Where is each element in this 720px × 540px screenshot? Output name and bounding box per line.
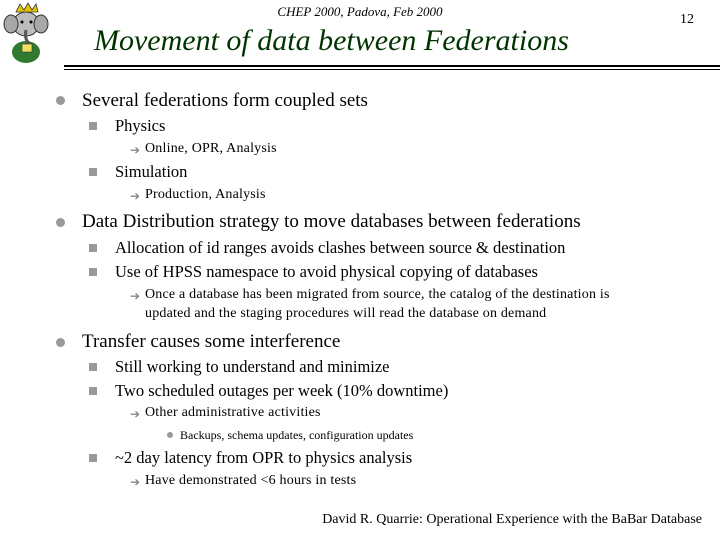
square-bullet-icon — [89, 363, 97, 371]
sub-bullet-hpss: Use of HPSS namespace to avoid physical copying of databases — [115, 262, 538, 281]
subsub-physics-detail: Online, OPR, Analysis — [145, 141, 277, 156]
title-divider — [64, 65, 720, 70]
arrow-bullet-icon: ➔ — [130, 407, 141, 421]
arrow-bullet-icon: ➔ — [130, 189, 141, 203]
conference-header: CHEP 2000, Padova, Feb 2000 — [277, 4, 443, 19]
round-bullet-icon — [56, 96, 65, 105]
page-number: 12 — [680, 12, 694, 27]
sub-bullet-id-ranges: Allocation of id ranges avoids clashes between source & destination — [115, 238, 566, 257]
round-bullet-icon — [56, 218, 65, 227]
slide-title: Movement of data between Federations — [94, 24, 569, 57]
arrow-bullet-icon: ➔ — [130, 289, 141, 303]
level4-backups: Backups, schema updates, configuration updates — [180, 428, 414, 442]
sub-bullet-simulation: Simulation — [115, 162, 188, 181]
sub-bullet-outages: Two scheduled outages per week (10% downtime) — [115, 381, 449, 400]
bullet-transfer-interference: Transfer causes some interference — [82, 331, 341, 352]
square-bullet-icon — [89, 454, 97, 462]
arrow-bullet-icon: ➔ — [130, 475, 141, 489]
subsub-simulation-detail: Production, Analysis — [145, 187, 266, 202]
square-bullet-icon — [89, 268, 97, 276]
square-bullet-icon — [89, 387, 97, 395]
square-bullet-icon — [89, 168, 97, 176]
sub-bullet-physics: Physics — [115, 116, 166, 135]
bullet-federations: Several federations form coupled sets — [82, 90, 368, 111]
small-round-bullet-icon — [167, 432, 173, 438]
round-bullet-icon — [56, 338, 65, 347]
bullet-data-distribution: Data Distribution strategy to move databases between federations — [82, 211, 581, 232]
subsub-admin-activities: Other administrative activities — [145, 405, 321, 420]
subsub-hpss-detail-line1: Once a database has been migrated from source, the catalog of the destination is — [145, 287, 610, 302]
slide-footer: David R. Quarrie: Operational Experience with the BaBar Database — [322, 512, 702, 527]
sub-bullet-latency: ~2 day latency from OPR to physics analysis — [115, 448, 413, 467]
square-bullet-icon — [89, 244, 97, 252]
square-bullet-icon — [89, 122, 97, 130]
arrow-bullet-icon: ➔ — [130, 143, 141, 157]
subsub-latency-detail: Have demonstrated <6 hours in tests — [145, 473, 357, 488]
sub-bullet-still-working: Still working to understand and minimize — [115, 357, 390, 376]
subsub-hpss-detail-line2: updated and the staging procedures will read the database on demand — [145, 306, 547, 321]
